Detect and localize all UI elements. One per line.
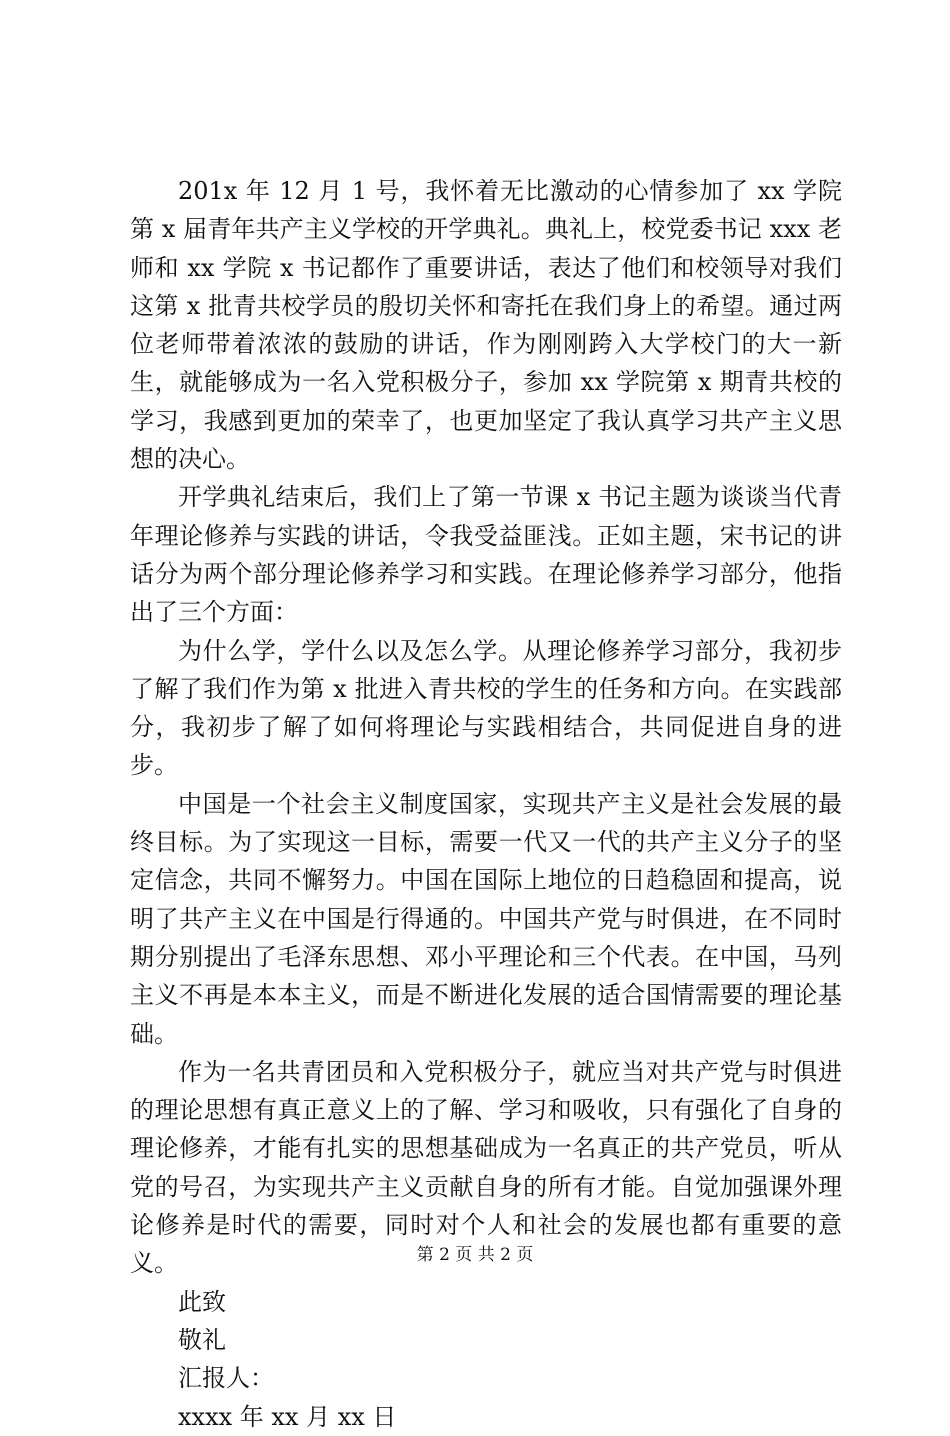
paragraph: 作为一名共青团员和入党积极分子，就应当对共产党与时俱进的理论思想有真正意义上的了解、学习和吸收，只有强化了自身的理论修养，才能有扎实的思想基础成为一名真正的共产党员，听从党的号召，为实现共产主义贡献自身的所有才能。自觉加强课外理论修养是时代的需要，同时对个人和社会的发展也都有重要的意义。 [130, 1057, 842, 1278]
paragraph: 开学典礼结束后，我们上了第一节课 x 书记主题为谈谈当代青年理论修养与实践的讲话，令我受益匪浅。正如主题，宋书记的讲话分为两个部分理论修养学习和实践。在理论修养学习部分，他指出了三个方面： [130, 483, 842, 627]
paragraph: 为什么学，学什么以及怎么学。从理论修养学习部分，我初步了解了我们作为第 x 批进入青共校的学生的任务和方向。在实践部分，我初步了解了如何将理论与实践相结合，共同促进自身的进步。 [130, 636, 842, 780]
paragraph: 201x 年 12 月 1 号，我怀着无比激动的心情参加了 xx 学院第 x 届青年共产主义学校的开学典礼。典礼上，校党委书记 xxx 老师和 xx 学院 x 书记都作了重要讲话，表达了他们和校领导对我们这第 x 批青共校学员的殷切关怀和寄托在我们身上的希望。通过两位老师带着浓浓的鼓励的讲话，作为刚刚跨入大学校门的大一新生，就能够成为一名入党积极分子，参加 xx 学院第 x 期青共校的学习，我感到更加的荣幸了，也更加坚定了我认真学习共产主义思想的决心。 [130, 177, 842, 474]
paragraph: 中国是一个社会主义制度国家，实现共产主义是社会发展的最终目标。为了实现这一目标，需要一代又一代的共产主义分子的坚定信念，共同不懈努力。中国在国际上地位的日趋稳固和提高，说明了共产主义在中国是行得通的。中国共产党与时俱进，在不同时期分别提出了毛泽东思想、邓小平理论和三个代表。在中国，马列主义不再是本本主义，而是不断进化发展的适合国情需要的理论基础。 [130, 789, 842, 1048]
closing-salutation-1: 此致 [178, 1287, 226, 1316]
page-footer: 第 2 页 共 2 页 [416, 1245, 534, 1265]
reporter-label: 汇报人： [178, 1364, 274, 1393]
closing-salutation-2: 敬礼 [178, 1325, 226, 1354]
report-date: xxxx 年 xx 月 xx 日 [178, 1402, 397, 1431]
